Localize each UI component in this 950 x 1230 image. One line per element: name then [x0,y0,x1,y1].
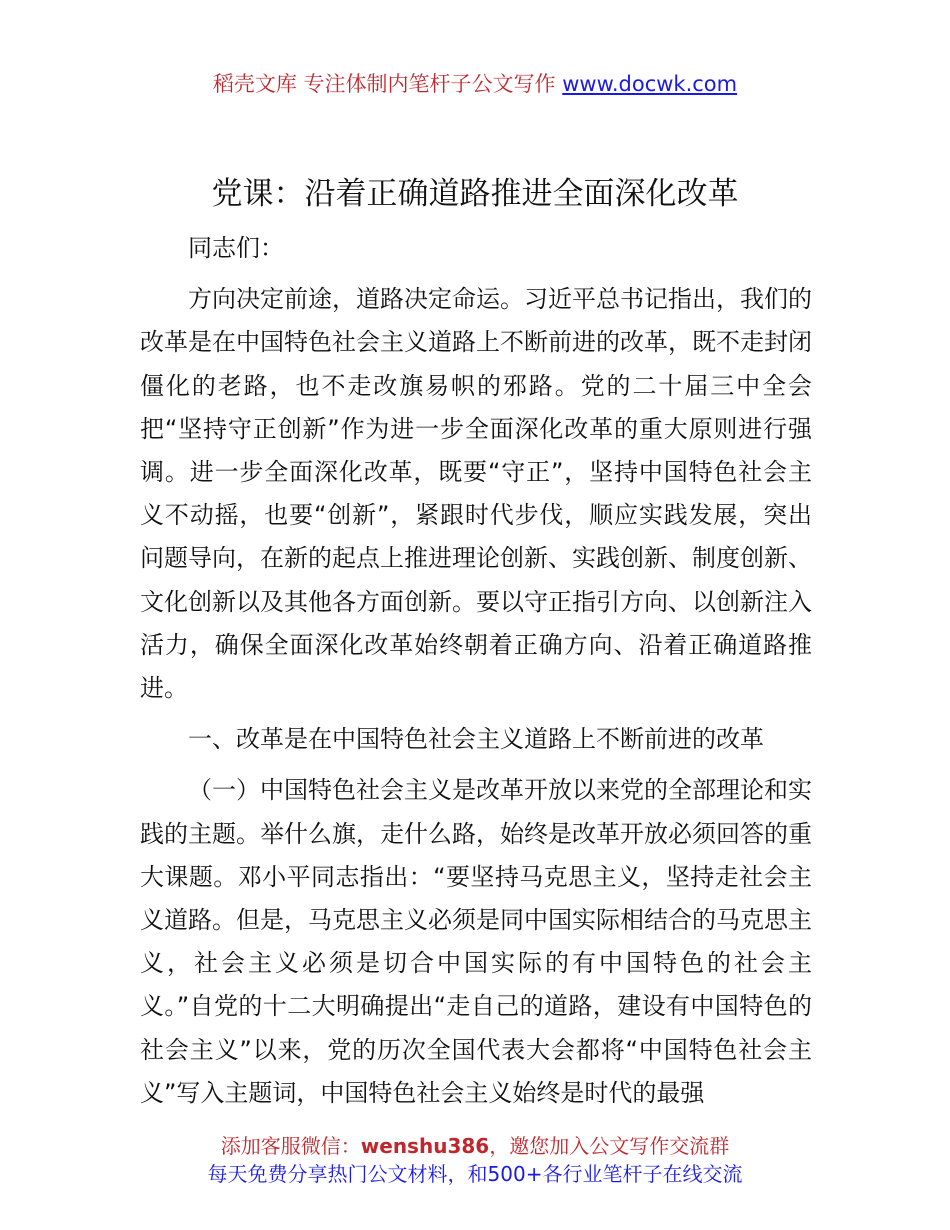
footer-wechat-line [0,1130,950,1159]
page-header [0,68,950,98]
document-title: 党课：沿着正确道路推进全面深化改革 [211,176,739,212]
site-link[interactable]: www.docwk.com [562,72,738,96]
body-paragraph: （一）中国特色社会主义是改革开放以来党的全部理论和实践的主题。举什么旗，走什么路，始终是改革开放必须回答的重大课题。邓小平同志指出：“要坚持马克思主义，坚持走社会主义道路。但是，马克思主义必须是同中国实际相结合的马克思主义，社会主义必须是切合中国实际的有中国特色的社会主义。”自党的十二大明确提出“走自己的道路，建设有中国特色的社会主义”以来，党的历次全国代表大会都将“中国特色社会主义”写入主题词，中国特色社会主义始终是时代的最强 [140,776,812,1107]
wechat-id: wenshu386 [360,1134,490,1158]
section-heading: 一、改革是在中国特色社会主义道路上不断前进的改革 [188,725,764,754]
footer-suffix: ，邀您加入公文写作交流群 [489,1134,730,1158]
brand-text: 稻壳文库 专注体制内笔杆子公文写作 [212,72,556,96]
salutation: 同志们： [188,234,284,262]
footer-promo-line: 每天免费分享热门公文材料，和500+各行业笔杆子在线交流 [207,1162,743,1186]
intro-paragraph: 方向决定前途，道路决定命运。习近平总书记指出，我们的改革是在中国特色社会主义道路上不断前进的改革，既不走封闭僵化的老路，也不走改旗易帜的邪路。党的二十届三中全会把“坚持守正创新”作为进一步全面深化改革的重大原则进行强调。进一步全面深化改革，既要“守正”，坚持中国特色社会主义不动摇，也要“创新”，紧跟时代步伐，顺应实践发展，突出问题导向，在新的起点上推进理论创新、实践创新、制度创新、文化创新以及其他各方面创新。要以守正指引方向、以创新注入活力，确保全面深化改革始终朝着正确方向、沿着正确道路推进。 [140,285,812,703]
footer-prefix: 添加客服微信： [220,1134,361,1158]
document-body [140,227,812,1123]
